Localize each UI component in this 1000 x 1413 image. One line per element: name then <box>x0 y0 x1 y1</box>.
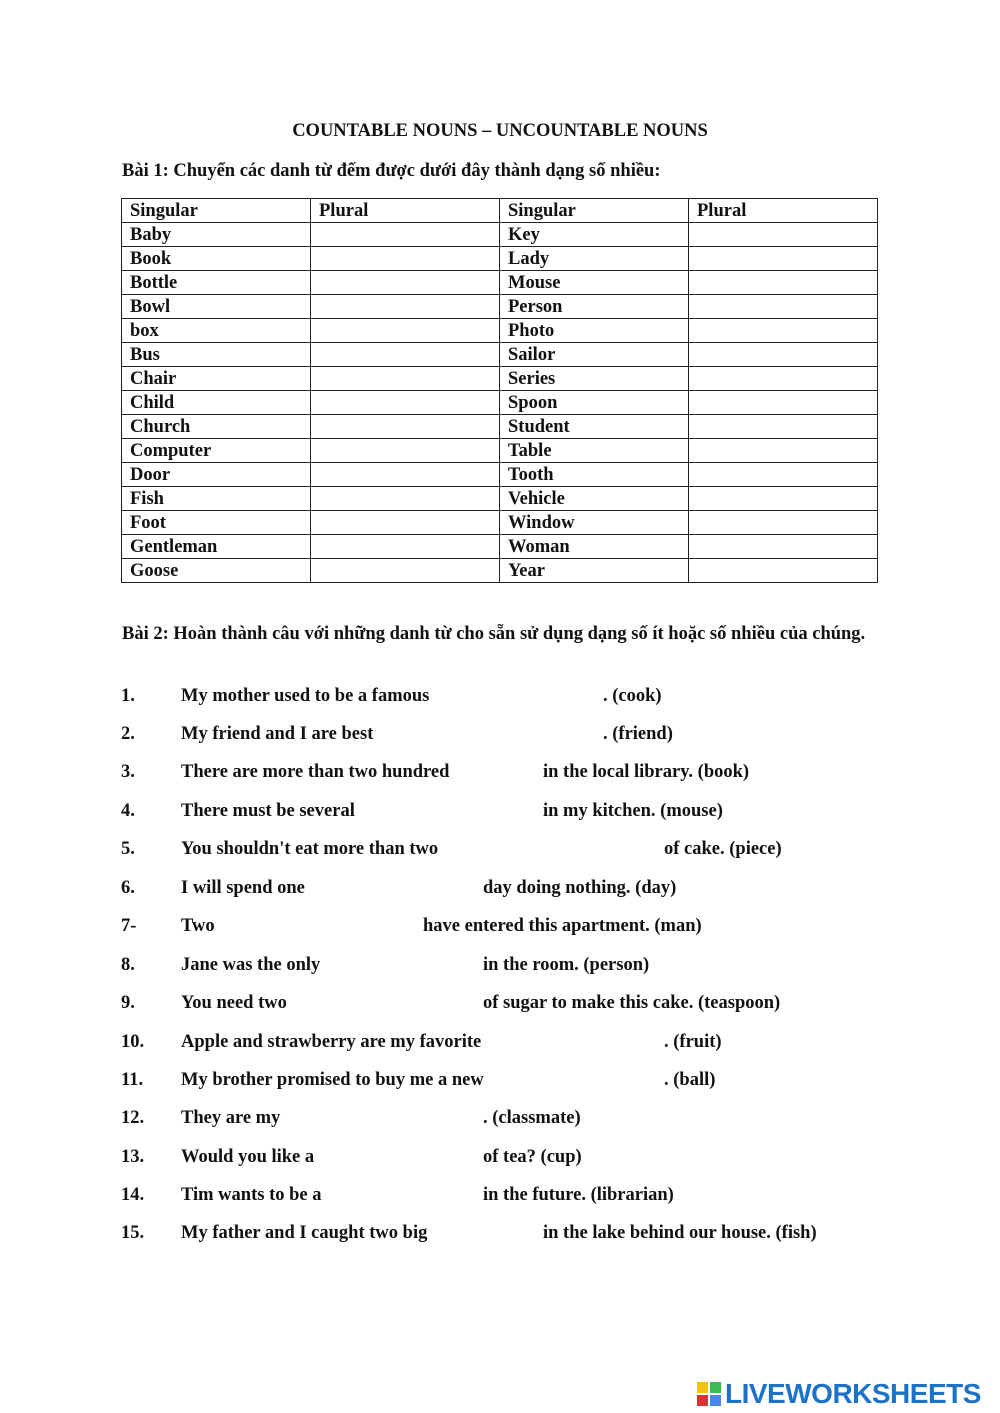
sentence-number: 2. <box>121 724 135 744</box>
header-plural-right: Plural <box>689 199 878 223</box>
sentence-number: 10. <box>121 1032 145 1052</box>
singular-cell: Vehicle <box>500 487 689 511</box>
singular-cell: Chair <box>122 367 311 391</box>
sentence-number: 1. <box>121 686 135 706</box>
sentence-text: My friend and I are best <box>181 724 374 744</box>
table-row <box>122 415 878 439</box>
table-row <box>122 223 878 247</box>
sentence-hint: of tea? (cup) <box>483 1147 582 1167</box>
sentence-hint: in the local library. (book) <box>543 762 750 782</box>
table-row <box>122 343 878 367</box>
sentence-number: 3. <box>121 762 135 782</box>
plural-answer-cell[interactable] <box>311 487 500 511</box>
sentence-hint: in my kitchen. (mouse) <box>543 801 723 821</box>
plural-answer-cell[interactable] <box>689 559 878 583</box>
plural-answer-cell[interactable] <box>689 295 878 319</box>
sentence-hint: of sugar to make this cake. (teaspoon) <box>483 993 781 1013</box>
singular-cell: Photo <box>500 319 689 343</box>
singular-cell: Bowl <box>122 295 311 319</box>
plural-answer-cell[interactable] <box>689 271 878 295</box>
sentence-hint: in the lake behind our house. (fish) <box>543 1223 817 1243</box>
singular-cell: Key <box>500 223 689 247</box>
sentence-item <box>0 1145 1000 1169</box>
answer-blank[interactable] <box>393 760 533 780</box>
singular-cell: Baby <box>122 223 311 247</box>
sentence-number: 8. <box>121 955 135 975</box>
sentence-number: 13. <box>121 1147 145 1167</box>
sentence-item <box>0 837 1000 861</box>
answer-blank[interactable] <box>393 1221 533 1241</box>
sentence-item <box>0 1106 1000 1130</box>
singular-cell: Series <box>500 367 689 391</box>
table-row <box>122 439 878 463</box>
sentence-text: Tim wants to be a <box>181 1185 322 1205</box>
sentence-item <box>0 799 1000 823</box>
plural-answer-cell[interactable] <box>689 391 878 415</box>
singular-cell: Mouse <box>500 271 689 295</box>
plural-answer-cell[interactable] <box>311 295 500 319</box>
sentence-number: 5. <box>121 839 135 859</box>
singular-cell: Church <box>122 415 311 439</box>
singular-cell: Computer <box>122 439 311 463</box>
exercise-1-heading: Bài 1: Chuyển các danh từ đếm được dưới đây thành dạng số nhiều: <box>122 161 661 181</box>
sentence-number: 6. <box>121 878 135 898</box>
table-row <box>122 295 878 319</box>
table-row <box>122 511 878 535</box>
singular-cell: Goose <box>122 559 311 583</box>
answer-blank[interactable] <box>453 722 593 742</box>
answer-blank[interactable] <box>333 876 473 896</box>
answer-blank[interactable] <box>514 1068 654 1088</box>
sentence-text: Would you like a <box>181 1147 315 1167</box>
plural-answer-cell[interactable] <box>311 271 500 295</box>
sentence-number: 7- <box>121 916 137 936</box>
singular-cell: Sailor <box>500 343 689 367</box>
sentence-number: 15. <box>121 1223 145 1243</box>
logo-square-1 <box>697 1382 708 1393</box>
sentence-number: 14. <box>121 1185 145 1205</box>
singular-cell: Bus <box>122 343 311 367</box>
sentence-item <box>0 1030 1000 1054</box>
singular-cell: Student <box>500 415 689 439</box>
table-row <box>122 463 878 487</box>
answer-blank[interactable] <box>333 991 473 1011</box>
sentence-item <box>0 722 1000 746</box>
answer-blank[interactable] <box>514 1030 654 1050</box>
sentence-item <box>0 684 1000 708</box>
sentence-item <box>0 760 1000 784</box>
sentence-item <box>0 1068 1000 1092</box>
table-row <box>122 391 878 415</box>
singular-cell: Person <box>500 295 689 319</box>
table-row <box>122 319 878 343</box>
sentence-item <box>0 1221 1000 1245</box>
sentence-text: There are more than two hundred <box>181 762 450 782</box>
sentence-item <box>0 876 1000 900</box>
plural-answer-cell[interactable] <box>689 247 878 271</box>
plural-table <box>121 198 878 583</box>
plural-answer-cell[interactable] <box>689 343 878 367</box>
sentence-hint: day doing nothing. (day) <box>483 878 677 898</box>
answer-blank[interactable] <box>273 914 413 934</box>
plural-answer-cell[interactable] <box>689 439 878 463</box>
plural-answer-cell[interactable] <box>311 223 500 247</box>
sentence-hint: . (cook) <box>603 686 662 706</box>
sentence-item <box>0 914 1000 938</box>
sentence-item <box>0 1183 1000 1207</box>
answer-blank[interactable] <box>333 1106 473 1126</box>
table-row <box>122 487 878 511</box>
sentence-number: 12. <box>121 1108 145 1128</box>
sentence-number: 11. <box>121 1070 144 1090</box>
plural-answer-cell[interactable] <box>689 487 878 511</box>
liveworksheets-brand <box>697 1378 981 1410</box>
brand-text: LIVEWORKSHEETS <box>725 1378 981 1409</box>
answer-blank[interactable] <box>333 1145 473 1165</box>
sentence-text: There must be several <box>181 801 355 821</box>
sentence-hint: . (classmate) <box>483 1108 581 1128</box>
header-plural-left: Plural <box>311 199 500 223</box>
sentence-item <box>0 991 1000 1015</box>
answer-blank[interactable] <box>333 1183 473 1203</box>
sentence-item <box>0 953 1000 977</box>
sentence-text: You need two <box>181 993 287 1013</box>
logo-square-2 <box>710 1382 721 1393</box>
plural-answer-cell[interactable] <box>311 319 500 343</box>
answer-blank[interactable] <box>333 953 473 973</box>
answer-blank[interactable] <box>453 684 593 704</box>
sentence-hint: . (friend) <box>603 724 673 744</box>
plural-answer-cell[interactable] <box>311 439 500 463</box>
plural-answer-cell[interactable] <box>311 415 500 439</box>
singular-cell: Woman <box>500 535 689 559</box>
plural-answer-cell[interactable] <box>689 535 878 559</box>
plural-answer-cell[interactable] <box>311 391 500 415</box>
sentence-hint: have entered this apartment. (man) <box>423 916 702 936</box>
singular-cell: Gentleman <box>122 535 311 559</box>
plural-answer-cell[interactable] <box>689 319 878 343</box>
singular-cell: Spoon <box>500 391 689 415</box>
logo-square-3 <box>697 1395 708 1406</box>
table-row <box>122 247 878 271</box>
header-singular-right: Singular <box>500 199 689 223</box>
singular-cell: Year <box>500 559 689 583</box>
sentence-text: Jane was the only <box>181 955 321 975</box>
page-title: COUNTABLE NOUNS – UNCOUNTABLE NOUNS <box>292 121 708 141</box>
plural-answer-cell[interactable] <box>689 223 878 247</box>
sentence-text: My brother promised to buy me a new <box>181 1070 484 1090</box>
answer-blank[interactable] <box>514 837 654 857</box>
plural-answer-cell[interactable] <box>311 463 500 487</box>
plural-answer-cell[interactable] <box>689 511 878 535</box>
singular-cell: Door <box>122 463 311 487</box>
table-row <box>122 559 878 583</box>
singular-cell: Foot <box>122 511 311 535</box>
table-header-row <box>122 199 878 223</box>
liveworksheets-logo-icon <box>697 1382 721 1406</box>
sentence-text: My mother used to be a famous <box>181 686 430 706</box>
plural-answer-cell[interactable] <box>689 463 878 487</box>
sentence-hint: in the room. (person) <box>483 955 650 975</box>
sentence-hint: in the future. (librarian) <box>483 1185 674 1205</box>
singular-cell: Tooth <box>500 463 689 487</box>
singular-cell: box <box>122 319 311 343</box>
sentence-text: Two <box>181 916 215 936</box>
plural-answer-cell[interactable] <box>311 559 500 583</box>
sentence-text: Apple and strawberry are my favorite <box>181 1032 482 1052</box>
plural-answer-cell[interactable] <box>689 367 878 391</box>
singular-cell: Lady <box>500 247 689 271</box>
singular-cell: Fish <box>122 487 311 511</box>
singular-cell: Child <box>122 391 311 415</box>
singular-cell: Table <box>500 439 689 463</box>
answer-blank[interactable] <box>393 799 533 819</box>
plural-answer-cell[interactable] <box>311 535 500 559</box>
plural-answer-cell[interactable] <box>311 511 500 535</box>
table-row <box>122 535 878 559</box>
sentence-hint: of cake. (piece) <box>664 839 782 859</box>
logo-square-4 <box>710 1395 721 1406</box>
sentence-hint: . (ball) <box>664 1070 716 1090</box>
table-row <box>122 271 878 295</box>
sentence-number: 4. <box>121 801 135 821</box>
sentence-hint: . (fruit) <box>664 1032 722 1052</box>
table-row <box>122 367 878 391</box>
singular-cell: Book <box>122 247 311 271</box>
sentence-text: You shouldn't eat more than two <box>181 839 439 859</box>
singular-cell: Bottle <box>122 271 311 295</box>
header-singular-left: Singular <box>122 199 311 223</box>
singular-cell: Window <box>500 511 689 535</box>
sentence-number: 9. <box>121 993 135 1013</box>
plural-answer-cell[interactable] <box>689 415 878 439</box>
exercise-2-heading: Bài 2: Hoàn thành câu với những danh từ cho sẵn sử dụng dạng số ít hoặc số nhiều của chúng. <box>122 624 866 644</box>
sentence-text: They are my <box>181 1108 281 1128</box>
sentence-text: I will spend one <box>181 878 305 898</box>
plural-answer-cell[interactable] <box>311 343 500 367</box>
plural-answer-cell[interactable] <box>311 247 500 271</box>
plural-answer-cell[interactable] <box>311 367 500 391</box>
sentence-text: My father and I caught two big <box>181 1223 428 1243</box>
